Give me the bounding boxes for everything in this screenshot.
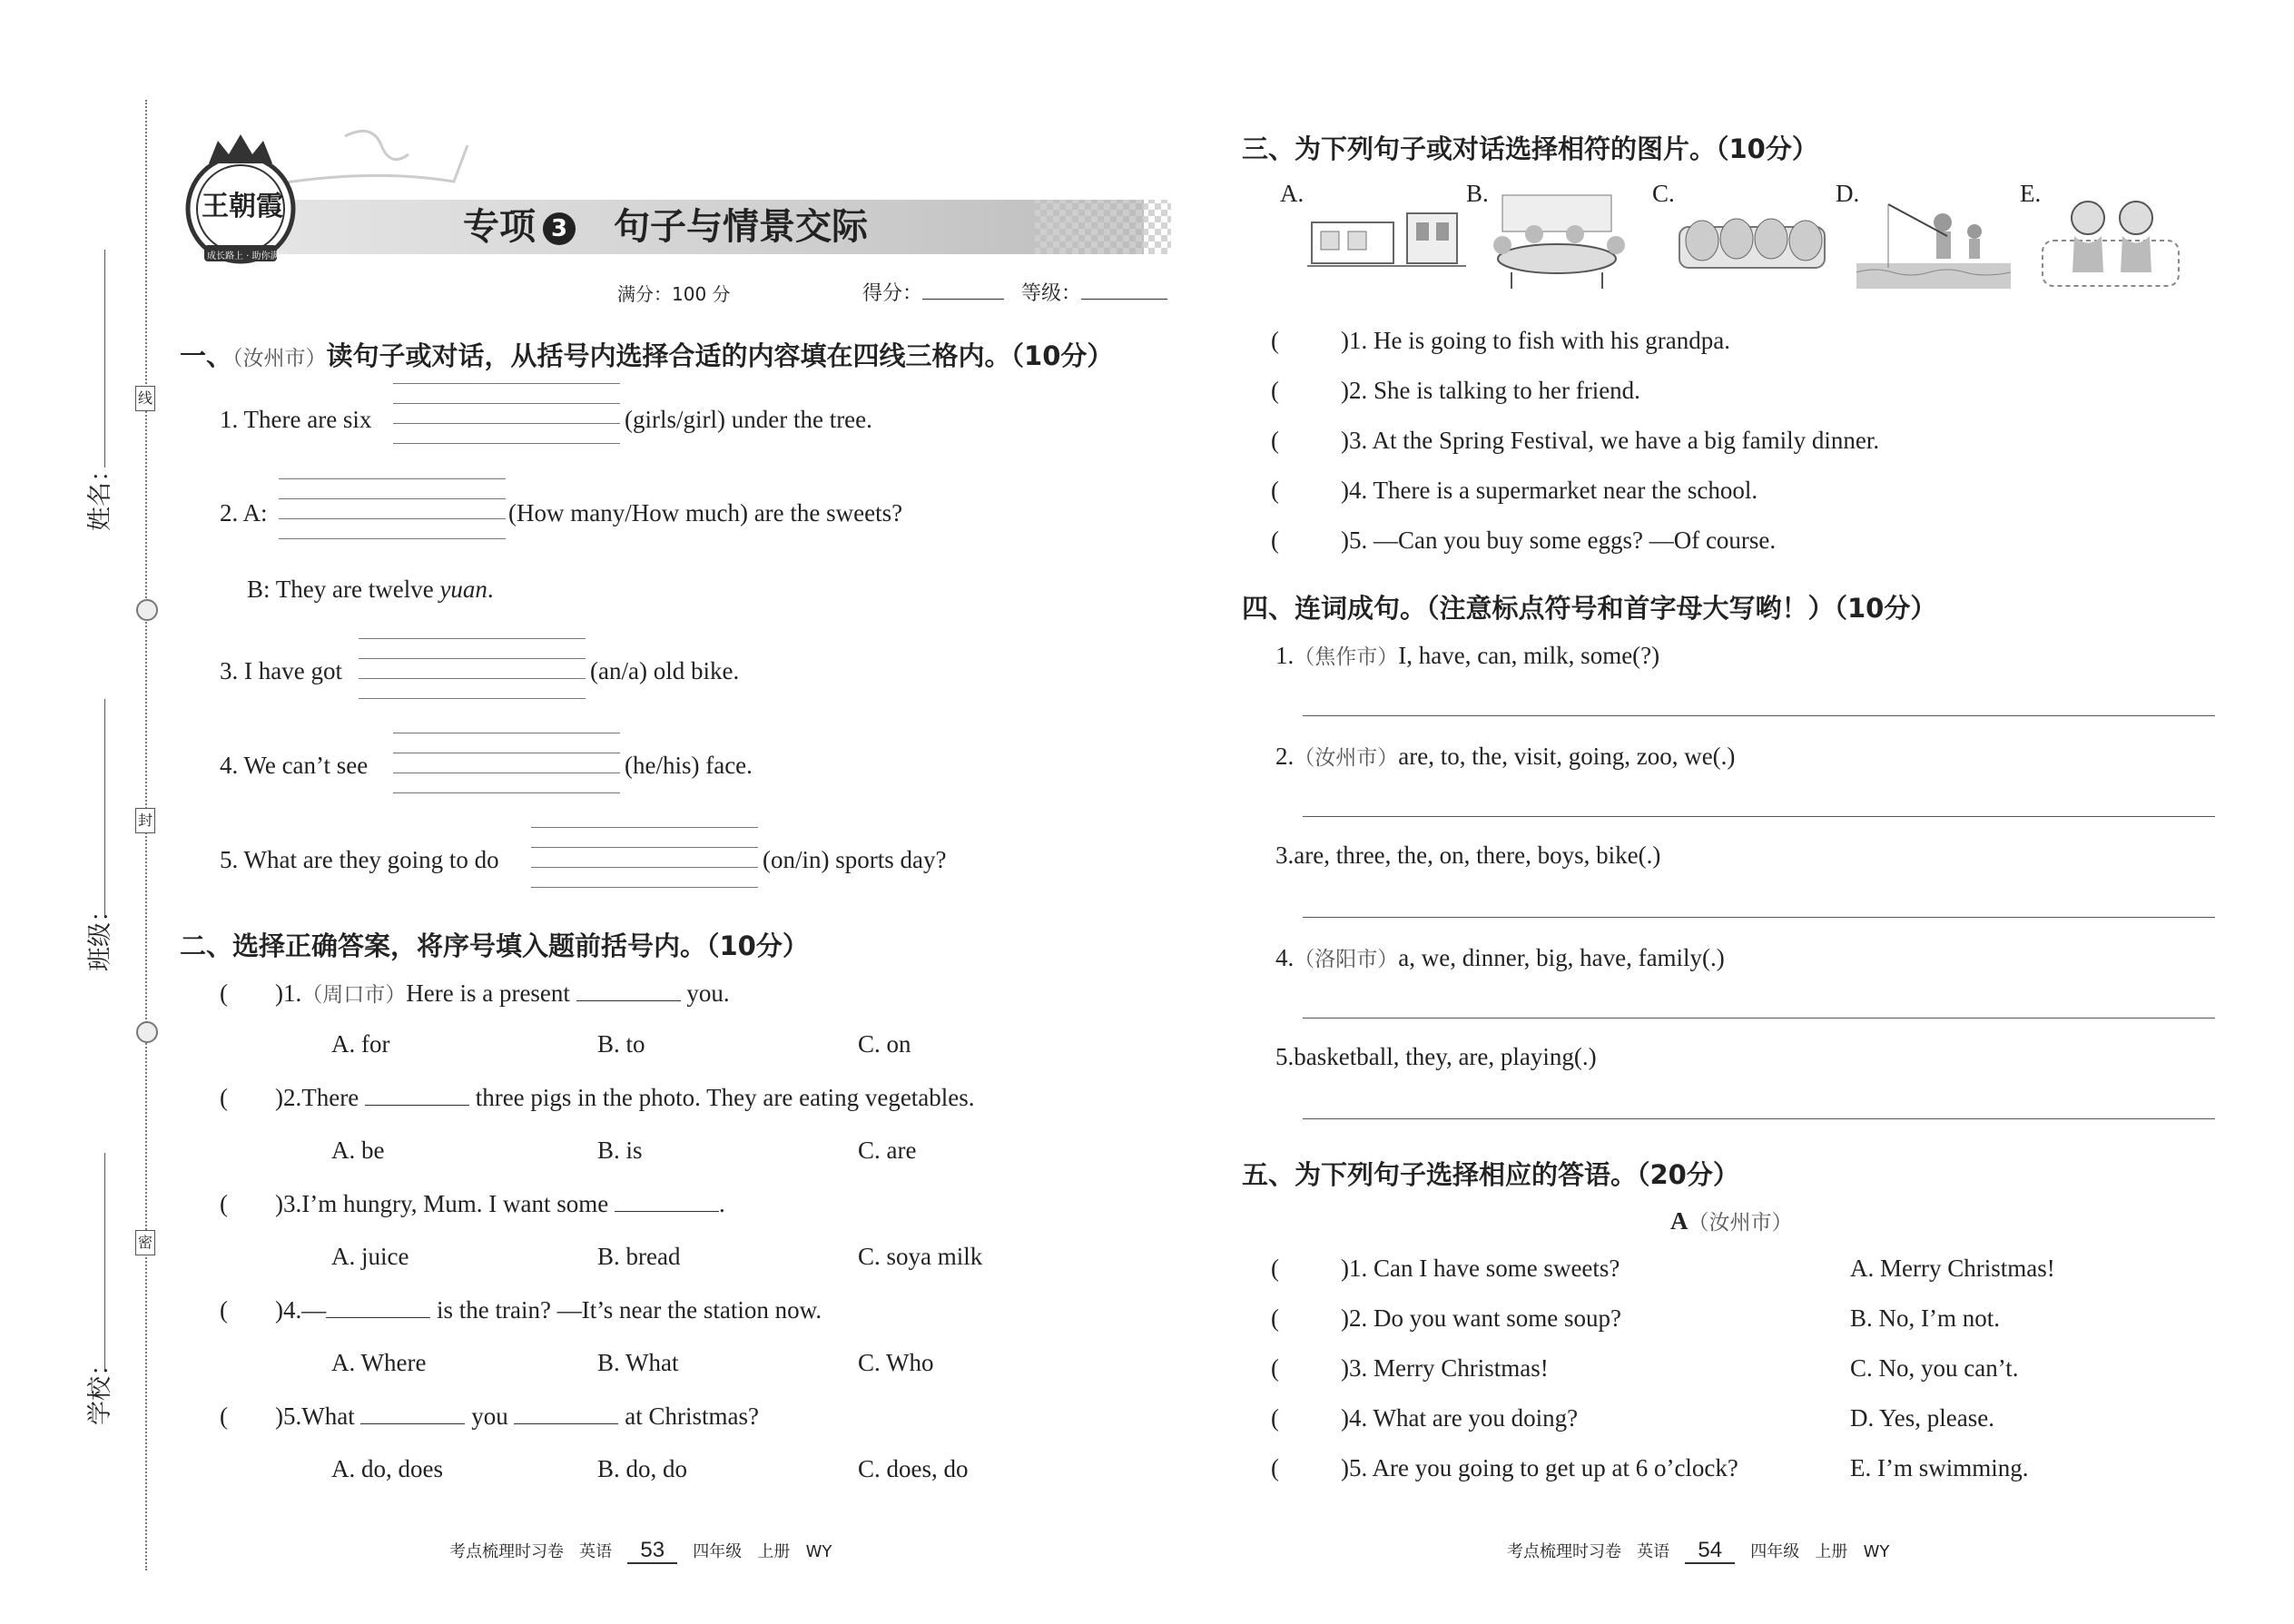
mc-2-option-a: A. be — [331, 1137, 385, 1164]
mc-question-3: ( )3.I’m hungry, Mum. I want some . — [220, 1190, 725, 1217]
answer-paren-4[interactable] — [228, 1298, 275, 1318]
four-line-grid-3[interactable] — [359, 638, 586, 698]
mc-3-option-b: B. bread — [597, 1243, 681, 1270]
reorder-answer-line-3[interactable] — [1303, 917, 2215, 918]
part1-heading: 一、（汝州市）读句子或对话，从括号内选择合适的内容填在四线三格内。（10分） — [180, 340, 1114, 371]
logo-subtitle: 成长路上 · 助你满分 — [207, 251, 289, 261]
mc-question-5: ( )5.What you at Christmas? — [220, 1403, 759, 1430]
response-answer-5[interactable] — [1279, 1456, 1341, 1476]
response-option-d: D. Yes, please. — [1850, 1404, 1994, 1432]
reorder-answer-line-4[interactable] — [1303, 1018, 2215, 1019]
part4-heading: 四、连词成句。（注意标点符号和首字母大写哟！）（10分） — [1242, 593, 1937, 624]
q4-text-pre: 4. We can’t see — [220, 752, 369, 779]
seal-close-mark: 密 — [135, 1230, 155, 1255]
pic-answer-1[interactable] — [1279, 329, 1341, 349]
response-option-a: A. Merry Christmas! — [1850, 1255, 2055, 1282]
answer-paren-2[interactable] — [228, 1086, 275, 1106]
answer-paren-5[interactable] — [228, 1404, 275, 1424]
mc-4-option-b: B. What — [597, 1349, 679, 1376]
binding-dotted-line — [145, 100, 147, 1570]
picture-label-a: A. — [1280, 180, 1305, 207]
school-label: 学校： — [86, 1352, 114, 1425]
class-label: 班级： — [86, 898, 114, 971]
response-option-e: E. I’m swimming. — [1850, 1454, 2029, 1481]
picture-label-c: C. — [1652, 180, 1675, 207]
name-label: 姓名： — [86, 458, 114, 531]
reorder-item-2: 2.（汝州市）are, to, the, visit, going, zoo, we(.) — [1275, 743, 1736, 770]
mc-2-option-c: C. are — [858, 1137, 917, 1164]
pic-answer-4[interactable] — [1279, 478, 1341, 498]
q4-text-post: (he/his) face. — [625, 752, 753, 779]
class-write-line[interactable] — [104, 699, 105, 917]
eggs-picture — [1675, 209, 1829, 281]
response-item-1: ( )1. Can I have some sweets? — [1271, 1255, 1620, 1282]
picture-label-b: B. — [1466, 180, 1489, 207]
binding-hole-icon — [136, 599, 158, 621]
reorder-answer-line-5[interactable] — [1303, 1118, 2215, 1119]
mc-3-option-c: C. soya milk — [858, 1243, 983, 1270]
four-line-grid-5[interactable] — [531, 827, 758, 887]
page-number: 54 — [1685, 1538, 1735, 1564]
response-option-c: C. No, you can’t. — [1850, 1354, 2019, 1382]
response-option-b: B. No, I’m not. — [1850, 1304, 2000, 1332]
response-item-2: ( )2. Do you want some soup? — [1271, 1304, 1621, 1332]
pic-item-5: ( )5. —Can you buy some eggs? —Of course. — [1271, 527, 1777, 554]
score-field[interactable] — [862, 278, 1004, 306]
four-line-grid-2[interactable] — [279, 478, 506, 538]
mc-4-option-c: C. Who — [858, 1349, 934, 1376]
pic-item-2: ( )2. She is talking to her friend. — [1271, 377, 1640, 404]
friends-talking-picture — [2038, 191, 2183, 290]
full-score: 满分：100 分 — [617, 283, 731, 305]
part3-heading: 三、为下列句子或对话选择相符的图片。（10分） — [1242, 133, 1818, 164]
q5-text-pre: 5. What are they going to do — [220, 846, 499, 873]
reorder-item-5: 5.basketball, they, are, playing(.) — [1275, 1043, 1597, 1070]
reorder-answer-line-1[interactable] — [1303, 715, 2215, 716]
four-line-grid-4[interactable] — [393, 733, 620, 792]
q3-text-pre: 3. I have got — [220, 657, 342, 684]
answer-paren-3[interactable] — [228, 1192, 275, 1212]
q2-text-pre: 2. A: — [220, 499, 268, 527]
mc-1-option-b: B. to — [597, 1030, 645, 1058]
pic-item-3: ( )3. At the Spring Festival, we have a big family dinner. — [1271, 427, 1880, 454]
mc-question-2: ( )2.There three pigs in the photo. They are eating vegetables. — [220, 1084, 975, 1111]
q2-b-line: B: They are twelve yuan. — [247, 576, 494, 603]
reorder-item-3: 3.are, three, the, on, there, boys, bike(.) — [1275, 842, 1661, 869]
response-item-4: ( )4. What are you doing? — [1271, 1404, 1579, 1432]
fishing-picture — [1856, 200, 2011, 290]
school-write-line[interactable] — [104, 1153, 105, 1371]
q1-text-pre: 1. There are six — [220, 406, 372, 433]
title-prefix: 专项 — [463, 206, 536, 248]
part5-heading: 五、为下列句子选择相应的答语。（20分） — [1242, 1159, 1739, 1190]
page-number: 53 — [627, 1538, 677, 1564]
pic-answer-2[interactable] — [1279, 379, 1341, 399]
mc-2-option-b: B. is — [597, 1137, 643, 1164]
q3-text-post: (an/a) old bike. — [590, 657, 740, 684]
four-line-grid-1[interactable] — [393, 383, 620, 443]
part2-heading: 二、选择正确答案，将序号填入题前括号内。（10分） — [180, 930, 809, 961]
supermarket-picture — [1307, 204, 1471, 277]
reorder-item-4: 4.（洛阳市）a, we, dinner, big, have, family(.) — [1275, 944, 1725, 971]
pic-item-4: ( )4. There is a supermarket near the school. — [1271, 477, 1758, 504]
binding-hole-icon — [136, 1021, 158, 1043]
pic-item-1: ( )1. He is going to fish with his grandpa. — [1271, 327, 1730, 354]
mc-5-option-b: B. do, do — [597, 1455, 688, 1482]
reorder-item-1: 1.（焦作市）I, have, can, milk, some(?) — [1275, 642, 1660, 669]
mc-1-option-a: A. for — [331, 1030, 390, 1058]
name-write-line[interactable] — [104, 250, 105, 468]
response-answer-2[interactable] — [1279, 1306, 1341, 1326]
response-item-5: ( )5. Are you going to get up at 6 o’clock? — [1271, 1454, 1738, 1481]
mc-5-option-c: C. does, do — [858, 1455, 969, 1482]
q1-text-post: (girls/girl) under the tree. — [625, 406, 872, 433]
seal-seal-mark: 封 — [135, 808, 155, 833]
response-item-3: ( )3. Merry Christmas! — [1271, 1354, 1549, 1382]
response-answer-1[interactable] — [1279, 1256, 1341, 1276]
answer-paren-1[interactable] — [228, 981, 275, 1001]
title-main: 句子与情景交际 — [614, 206, 868, 248]
pic-answer-3[interactable] — [1279, 428, 1341, 448]
response-answer-3[interactable] — [1279, 1356, 1341, 1376]
picture-label-d: D. — [1836, 180, 1860, 207]
title-number-badge: 3 — [543, 212, 576, 245]
grade-field[interactable] — [1021, 278, 1167, 306]
mc-question-1: ( )1.（周口市）Here is a present you. — [220, 979, 730, 1007]
footer-left: 考点梳理时习卷 英语 53 四年级 上册 WY — [449, 1538, 832, 1562]
logo-text: 王朝霞 — [202, 191, 283, 222]
mc-5-option-a: A. do, does — [331, 1455, 443, 1482]
picture-label-e: E. — [2020, 180, 2042, 207]
seal-line-mark: 线 — [135, 386, 155, 411]
mc-question-4: ( )4.— is the train? —It’s near the station now. — [220, 1296, 822, 1324]
family-dinner-picture — [1484, 191, 1639, 290]
mc-3-option-a: A. juice — [331, 1243, 409, 1270]
page-title — [463, 198, 868, 250]
mc-4-option-a: A. Where — [331, 1349, 427, 1376]
q2-text-post: (How many/How much) are the sweets? — [508, 499, 903, 527]
reorder-answer-line-2[interactable] — [1303, 816, 2215, 817]
grade-label: 等级： — [1021, 282, 1082, 305]
mc-1-option-c: C. on — [858, 1030, 911, 1058]
score-label: 得分： — [862, 282, 923, 305]
pic-answer-5[interactable] — [1279, 528, 1341, 548]
footer-right: 考点梳理时习卷 英语 54 四年级 上册 WY — [1507, 1538, 1890, 1562]
response-answer-4[interactable] — [1279, 1406, 1341, 1426]
part5-subheading: A（汝州市） — [1670, 1207, 1793, 1235]
q5-text-post: (on/in) sports day? — [763, 846, 947, 873]
